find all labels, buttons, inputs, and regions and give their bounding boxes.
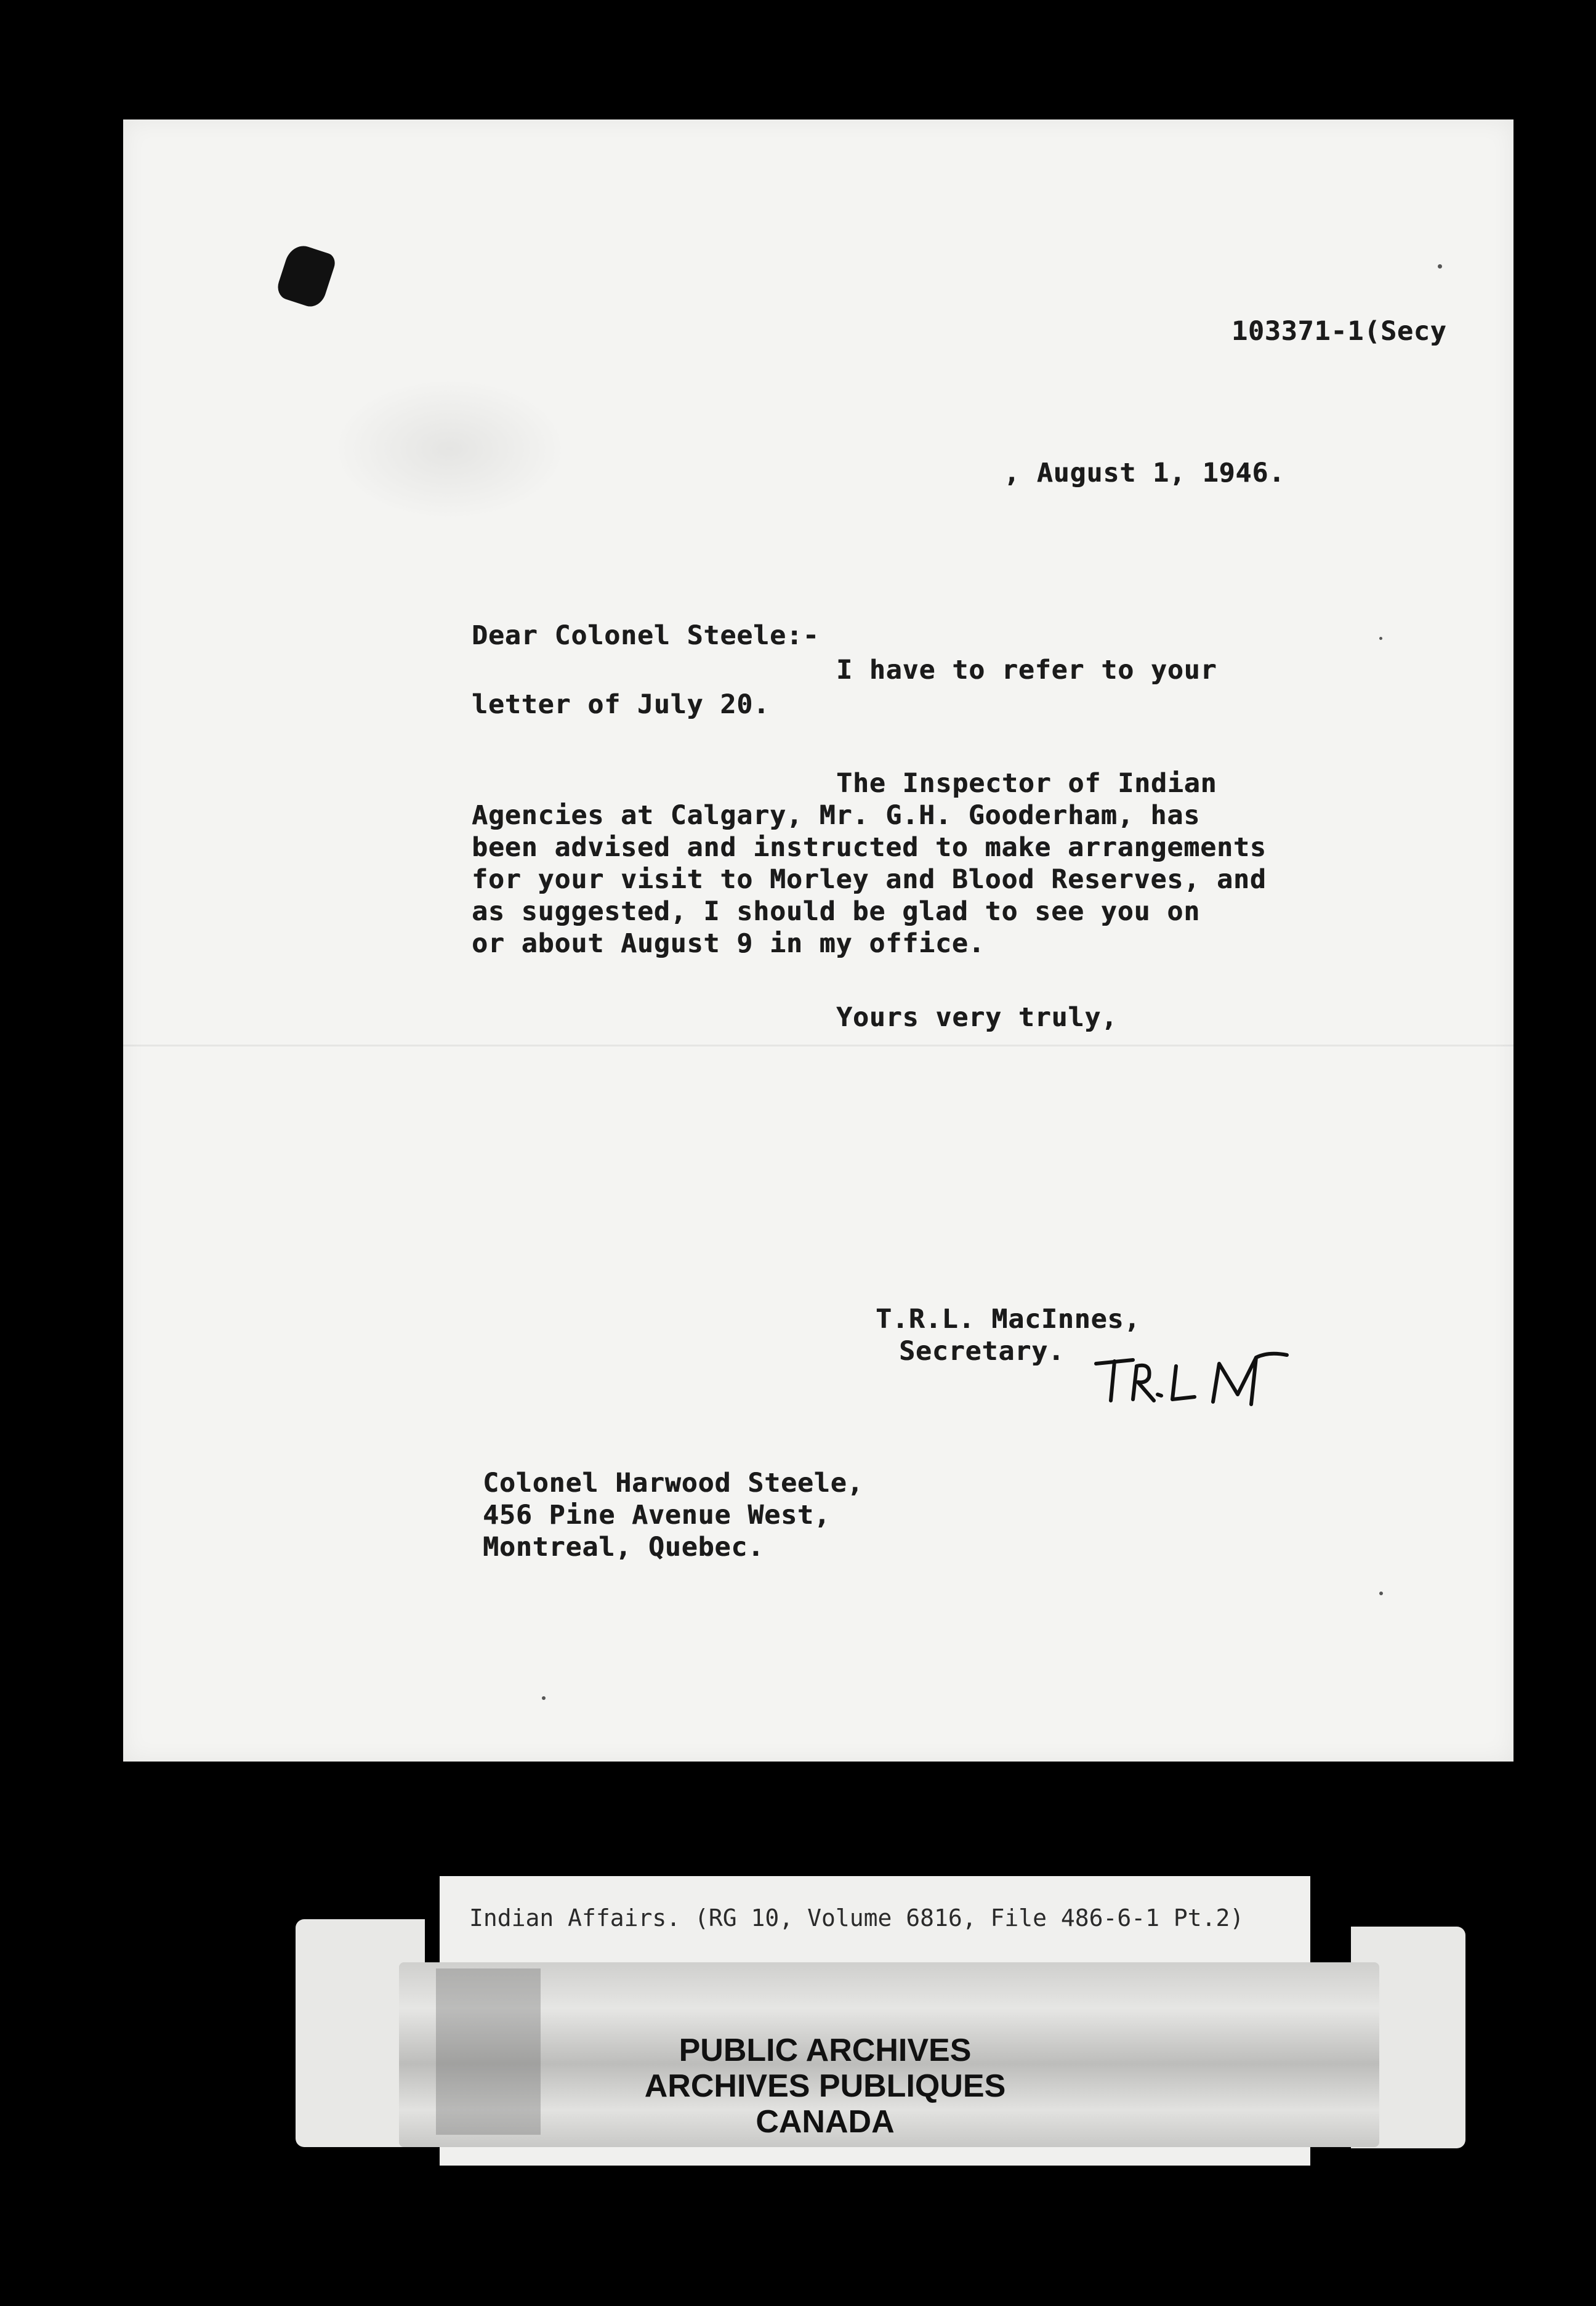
file-reference: 103371-1(Secy: [1231, 316, 1447, 347]
speck: [1379, 1592, 1383, 1595]
address-line: 456 Pine Avenue West,: [483, 1500, 831, 1531]
signer-name: T.R.L. MacInnes,: [876, 1304, 1141, 1335]
address-line: Colonel Harwood Steele,: [483, 1468, 864, 1499]
paragraph2-line: as suggested, I should be glad to see you on: [472, 896, 1201, 927]
smudge-mark: [332, 378, 566, 520]
paragraph2-line: The Inspector of Indian: [836, 768, 1217, 799]
fold-crease: [123, 1045, 1513, 1046]
stamp-line: PUBLIC ARCHIVES: [679, 2033, 972, 2068]
signer-title: Secretary.: [899, 1336, 1065, 1367]
speck: [1379, 637, 1382, 640]
address-line: Montreal, Quebec.: [483, 1532, 765, 1563]
letter-page: [123, 119, 1513, 1762]
speck: [542, 1696, 546, 1700]
closing: Yours very truly,: [836, 1002, 1118, 1033]
paragraph1-line: I have to refer to your: [836, 655, 1217, 686]
archive-citation: Indian Affairs. (RG 10, Volume 6816, File 486-6-1 Pt.2): [469, 1904, 1244, 1932]
letter-date: , August 1, 1946.: [1004, 458, 1286, 488]
paragraph2-line: for your visit to Morley and Blood Reserves, and: [472, 864, 1267, 895]
paragraph2-line: Agencies at Calgary, Mr. G.H. Gooderham, has: [472, 800, 1201, 831]
paragraph2-line: or about August 9 in my office.: [472, 928, 985, 959]
paragraph2-line: been advised and instructed to make arrangements: [472, 832, 1267, 863]
stamp-line: ARCHIVES PUBLIQUES: [644, 2068, 1006, 2104]
speck: [1438, 264, 1442, 269]
salutation: Dear Colonel Steele:-: [472, 620, 820, 651]
stamp-line: CANADA: [756, 2104, 895, 2140]
handwritten-signature: [1090, 1345, 1312, 1413]
paragraph1-line: letter of July 20.: [472, 689, 770, 720]
ink-blot: [275, 241, 338, 310]
tape-piece: [436, 1968, 541, 2135]
archives-stamp: [610, 2033, 1041, 2140]
